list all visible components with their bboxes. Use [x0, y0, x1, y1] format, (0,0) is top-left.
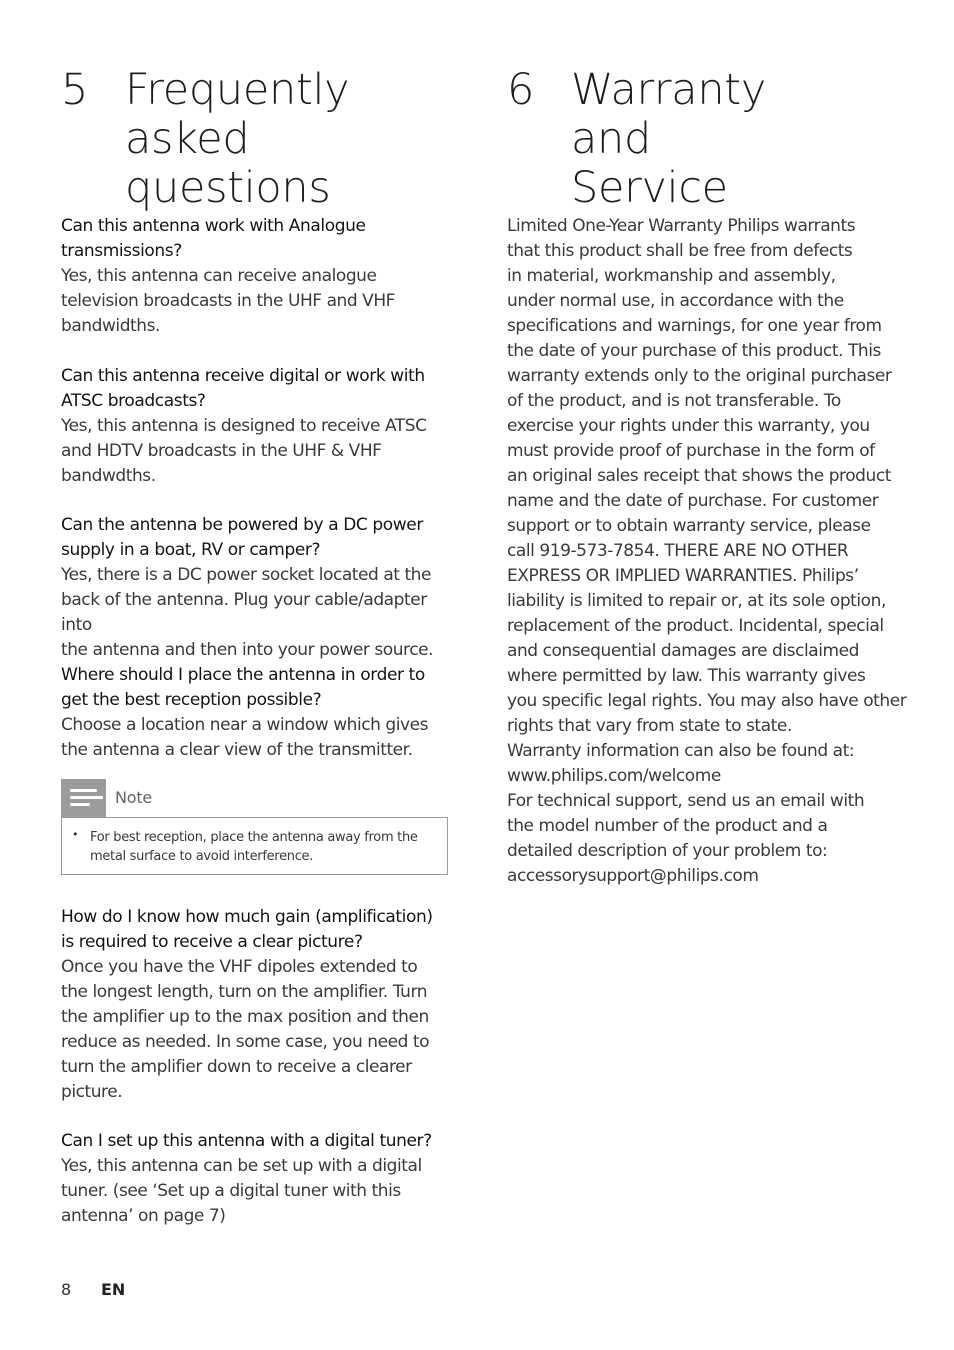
faq-item [61, 364, 456, 489]
chapter-title: Frequently asked questions [125, 65, 350, 213]
chapter-number: 6 [507, 65, 535, 115]
faq-item [61, 905, 456, 1105]
faq-question: Can this antenna receive digital or work with ATSC broadcasts? [61, 366, 425, 411]
warranty-paragraph: Limited One-Year Warranty Philips warrants that this product shall be free from defects in material, workmanship and assembly, under normal use, in accordance with the specifications and warnings, for one year from the date of your purchase of this product. This warranty extends only to the original purchaser of the product, and is not transferable. To exercise your rights under this warranty, you must provide proof of purchase in the form of an original sales receipt that shows the product name and the date of purchase. For customer support or to obtain warranty service, please call 919-573-7854. THERE ARE NO OTHER EXPRESS OR IMPLIED WARRANTIES. Philips’ liability is limited to repair or, at its sole option, replacement of the product. Incidental, special and consequential damages are disclaimed where permitted by law. This warranty gives you specific legal rights. You may also have other rights that vary from state to state. Warranty information can also be found at: www.philips.com/welcome For technical support, send us an email with the model number of the product and a detailed description of your problem to: accessorysupport@philips.com [507, 216, 907, 886]
note-text: For best reception, place the antenna away from the metal surface to avoid interference. [90, 830, 418, 864]
faq-item [61, 1129, 456, 1229]
faq-question: Can I set up this antenna with a digital tuner? [61, 1131, 432, 1151]
faq-answer: Yes, there is a DC power socket located at the back of the antenna. Plug your cable/adapter into the antenna and then into your power source. [61, 565, 434, 660]
faq-answer: Yes, this antenna can receive analogue television broadcasts in the UHF and VHF bandwidths. [61, 266, 396, 336]
note-label: Note [115, 788, 153, 807]
faq-item [61, 663, 456, 763]
language-code: EN [101, 1280, 126, 1299]
chapter-title: Warranty and Service [571, 65, 766, 213]
faq-question: Can the antenna be powered by a DC power supply in a boat, RV or camper? [61, 515, 423, 560]
note-box [61, 779, 448, 874]
faq-answer: Choose a location near a window which gives the antenna a clear view of the transmitter. [61, 715, 429, 760]
faq-item [61, 513, 456, 663]
page-number: 8 [61, 1280, 72, 1299]
faq-question: Where should I place the antenna in order to get the best reception possible? [61, 665, 425, 710]
note-header [61, 779, 448, 817]
faq-question: Can this antenna work with Analogue transmissions? [61, 216, 366, 261]
faq-answer: Yes, this antenna can be set up with a digital tuner. (see ‘Set up a digital tuner with this antenna’ on page 7) [61, 1156, 422, 1226]
faq-answer: Yes, this antenna is designed to receive ATSC and HDTV broadcasts in the UHF & VHF bandwdths. [61, 416, 427, 486]
note-content [61, 817, 448, 875]
faq-question: How do I know how much gain (amplification) is required to receive a clear picture? [61, 907, 433, 952]
faq-item [61, 214, 456, 339]
faq-answer: Once you have the VHF dipoles extended to the longest length, turn on the amplifier. Turn the amplifier up to the max position and then reduce as needed. In some case, you need to turn the amplifier down to receive a clearer picture. [61, 957, 430, 1102]
note-icon [61, 779, 106, 817]
bullet-icon: • [72, 828, 79, 841]
chapter-number: 5 [61, 65, 89, 115]
warranty-text-block [507, 214, 907, 889]
